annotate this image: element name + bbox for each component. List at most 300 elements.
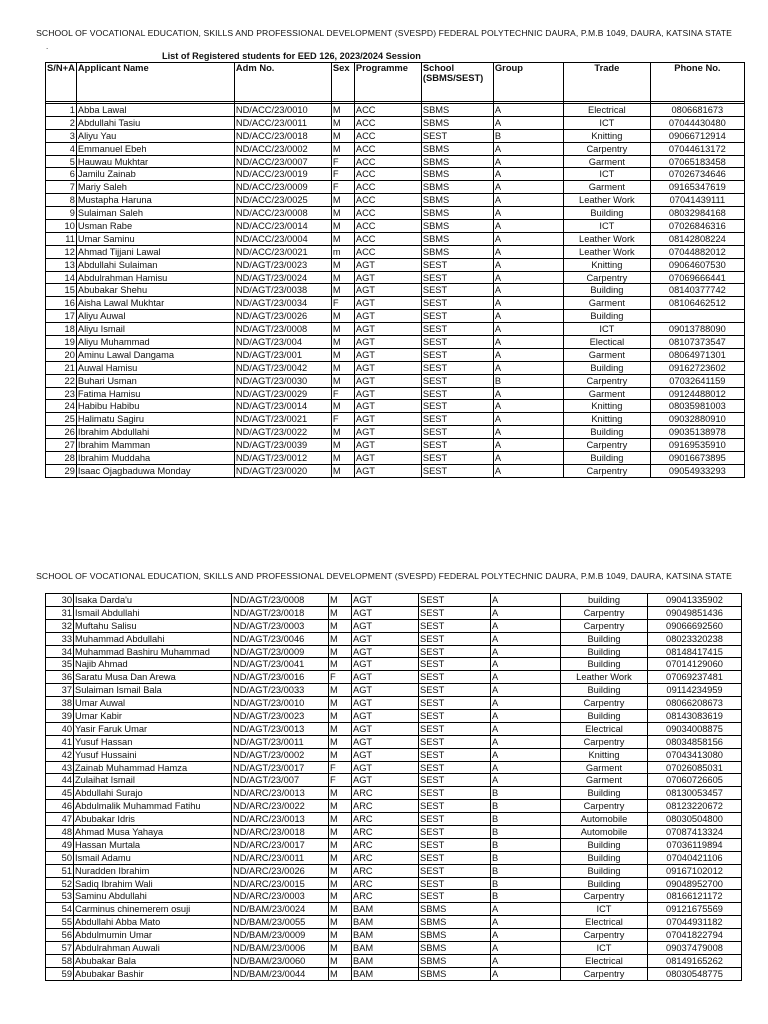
table-cell: AGT (354, 400, 421, 413)
table-cell: A (493, 348, 563, 361)
table-row (46, 258, 745, 271)
table-cell: AGT (354, 271, 421, 284)
table-cell: SEST (421, 452, 493, 465)
table-cell: SBMS (419, 929, 491, 942)
table-cell: 09066692560 (648, 619, 742, 632)
table-header-row (46, 63, 745, 102)
table-cell: 08140377742 (650, 284, 744, 297)
table-cell: 30 (46, 594, 74, 607)
table-cell: Building (563, 426, 650, 439)
table-cell: SEST (419, 710, 491, 723)
table-cell: 59 (46, 967, 74, 980)
table-row (46, 426, 745, 439)
table-cell: Abdullahi Abba Mato (74, 916, 232, 929)
table-cell: ACC (354, 220, 421, 233)
table-cell: ND/AGT/23/0022 (234, 426, 331, 439)
table-cell: ND/AGT/23/0018 (232, 606, 329, 619)
table-row (46, 697, 742, 710)
table-cell: AGT (352, 774, 419, 787)
table-cell: Mustapha Haruna (76, 194, 234, 207)
table-cell: 09032880910 (650, 413, 744, 426)
table-cell: M (329, 942, 352, 955)
table-row (46, 710, 742, 723)
table-cell: ARC (352, 800, 419, 813)
table-cell: SBMS (419, 916, 491, 929)
table-cell: Carpentry (561, 967, 648, 980)
table-cell: Zulaihat Ismail (74, 774, 232, 787)
table-cell: M (331, 464, 354, 477)
table-cell: 55 (46, 916, 74, 929)
table-row (46, 813, 742, 826)
table-cell: 07069237481 (648, 671, 742, 684)
institution-header: SCHOOL OF VOCATIONAL EDUCATION, SKILLS AND PROFESSIONAL DEVELOPMENT (SVESPD) FEDERAL POLYTECHNIC DAURA, P.M.B 1049, DAURA, KATSINA STATE (36, 28, 732, 38)
table-cell: 09049851436 (648, 606, 742, 619)
table-cell: AGT (352, 722, 419, 735)
table-row (46, 142, 745, 155)
table-cell: Ibrahim Muddaha (76, 452, 234, 465)
table-cell: SEST (421, 336, 493, 349)
table-cell: M (329, 890, 352, 903)
table-cell: ACC (354, 181, 421, 194)
table-cell: Sulaiman Ismail Bala (74, 684, 232, 697)
table-cell: A (491, 735, 561, 748)
table-cell: SEST (419, 632, 491, 645)
table-row (46, 722, 742, 735)
table-cell: Carpentry (561, 619, 648, 632)
table-cell: 07044430480 (650, 116, 744, 129)
table-cell: M (331, 452, 354, 465)
table-cell: A (493, 323, 563, 336)
table-cell: M (329, 619, 352, 632)
table-cell: Abubakar Shehu (76, 284, 234, 297)
table-cell: Abubakar Bala (74, 954, 232, 967)
table-cell: SEST (421, 323, 493, 336)
table-cell: A (493, 452, 563, 465)
table-cell: F (331, 181, 354, 194)
table-cell: 08106462512 (650, 297, 744, 310)
table-cell: 35 (46, 658, 74, 671)
table-row (46, 800, 742, 813)
table-cell: M (329, 929, 352, 942)
table-cell: B (491, 851, 561, 864)
table-cell: B (491, 838, 561, 851)
table-cell: M (329, 851, 352, 864)
table-cell: AGT (354, 258, 421, 271)
table-cell: AGT (352, 684, 419, 697)
table-cell: Garment (561, 761, 648, 774)
table-cell: 07032641159 (650, 374, 744, 387)
table-cell: ND/ACC/23/0010 (234, 104, 331, 117)
table-cell: Habibu Habibu (76, 400, 234, 413)
table-cell: A (491, 594, 561, 607)
table-cell: Abdulrahman Hamisu (76, 271, 234, 284)
table-row (46, 890, 742, 903)
table-row (46, 787, 742, 800)
table-cell: Yasir Faruk Umar (74, 722, 232, 735)
table-cell: AGT (354, 387, 421, 400)
table-cell: 09114234959 (648, 684, 742, 697)
table-cell: ND/ACC/23/0002 (234, 142, 331, 155)
table-cell: SEST (419, 594, 491, 607)
table-cell: Garment (563, 348, 650, 361)
table-cell: M (331, 194, 354, 207)
table-cell: ND/AGT/23/0030 (234, 374, 331, 387)
table-cell: Carpentry (563, 374, 650, 387)
table-cell: Nuradden Ibrahim (74, 864, 232, 877)
table-cell: B (493, 129, 563, 142)
table-cell: M (331, 400, 354, 413)
table-cell: A (491, 606, 561, 619)
table-cell: Sadiq Ibrahim Wali (74, 877, 232, 890)
table-cell: M (331, 207, 354, 220)
col-header-phone: Phone No. (650, 63, 744, 102)
table-cell: ICT (563, 220, 650, 233)
table-cell: Building (563, 361, 650, 374)
table-cell: SBMS (421, 245, 493, 258)
table-cell: M (329, 864, 352, 877)
table-cell: SEST (419, 722, 491, 735)
table-cell: M (331, 258, 354, 271)
table-cell: AGT (352, 619, 419, 632)
table-cell: Ibrahim Abdullahi (76, 426, 234, 439)
table-cell: Building (561, 787, 648, 800)
table-cell: A (491, 671, 561, 684)
table-cell: Abdullahi Tasiu (76, 116, 234, 129)
table-cell: SEST (421, 310, 493, 323)
table-cell: B (491, 826, 561, 839)
students-table-page-2 (45, 593, 742, 981)
table-cell: Jamilu Zainab (76, 168, 234, 181)
table-cell: Carpentry (561, 735, 648, 748)
table-cell: 07044882012 (650, 245, 744, 258)
table-cell: 44 (46, 774, 74, 787)
table-row (46, 606, 742, 619)
table-cell: A (493, 220, 563, 233)
table-cell: 08149165262 (648, 954, 742, 967)
table-cell: ARC (352, 851, 419, 864)
table-cell: A (493, 271, 563, 284)
table-cell: Abdulmalik Muhammad Fatihu (74, 800, 232, 813)
table-cell: 07065183458 (650, 155, 744, 168)
table-cell: ND/AGT/23/0021 (234, 413, 331, 426)
table-cell: M (329, 877, 352, 890)
table-cell: M (331, 361, 354, 374)
table-cell: ND/ARC/23/0022 (232, 800, 329, 813)
table-cell: SEST (421, 439, 493, 452)
table-cell: Isaac Ojagbaduwa Monday (76, 464, 234, 477)
table-cell: Halimatu Sagiru (76, 413, 234, 426)
table-cell: 07044613172 (650, 142, 744, 155)
table-cell: B (491, 813, 561, 826)
table-cell: Emmanuel Ebeh (76, 142, 234, 155)
table-cell: ND/ARC/23/0015 (232, 877, 329, 890)
table-cell: ACC (354, 142, 421, 155)
table-cell: Aisha Lawal Mukhtar (76, 297, 234, 310)
table-cell: M (329, 658, 352, 671)
table-cell: Umar Saminu (76, 232, 234, 245)
table-row (46, 774, 742, 787)
table-cell: ND/BAM/23/0060 (232, 954, 329, 967)
table-cell: 09041335902 (648, 594, 742, 607)
table-cell: AGT (354, 426, 421, 439)
table-cell: 08032984168 (650, 207, 744, 220)
table-cell: ND/ARC/23/0011 (232, 851, 329, 864)
table-cell: M (331, 284, 354, 297)
table-cell: 58 (46, 954, 74, 967)
table-cell: M (329, 916, 352, 929)
table-cell: ACC (354, 129, 421, 142)
table-cell: ND/AGT/23/0011 (232, 735, 329, 748)
table-cell: ND/ARC/23/0026 (232, 864, 329, 877)
table-cell: ND/AGT/23/0024 (234, 271, 331, 284)
table-cell: BAM (352, 967, 419, 980)
table-cell: A (493, 207, 563, 220)
table-cell: SEST (421, 258, 493, 271)
table-cell: AGT (354, 361, 421, 374)
table-cell: ICT (563, 116, 650, 129)
table-row (46, 877, 742, 890)
table-cell: SBMS (421, 220, 493, 233)
table-cell: ND/AGT/23/0008 (234, 323, 331, 336)
table-cell: SEST (419, 826, 491, 839)
table-cell: B (491, 787, 561, 800)
table-cell: Knitting (563, 413, 650, 426)
table-cell: M (329, 748, 352, 761)
table-cell: Hauwau Mukhtar (76, 155, 234, 168)
table-row (46, 619, 742, 632)
col-header-programme: Programme (354, 63, 421, 102)
table-cell: 1 (46, 104, 77, 117)
table-cell: Umar Auwal (74, 697, 232, 710)
table-cell: 2 (46, 116, 77, 129)
table-cell: SEST (419, 619, 491, 632)
table-cell: M (331, 271, 354, 284)
table-cell: ND/AGT/23/001 (234, 348, 331, 361)
table-cell: 07026846316 (650, 220, 744, 233)
table-row (46, 245, 745, 258)
table-cell: M (331, 336, 354, 349)
table-cell: 09169535910 (650, 439, 744, 452)
table-cell: SEST (421, 400, 493, 413)
table-cell: F (331, 297, 354, 310)
table-cell: 09013788090 (650, 323, 744, 336)
table-cell: A (491, 684, 561, 697)
table-cell: ACC (354, 155, 421, 168)
table-cell: 22 (46, 374, 77, 387)
table-cell: SEST (419, 800, 491, 813)
table-cell: 07041439111 (650, 194, 744, 207)
table-cell: 8 (46, 194, 77, 207)
table-cell: SEST (419, 606, 491, 619)
table-cell: 10 (46, 220, 77, 233)
table-cell: 16 (46, 297, 77, 310)
col-header-trade: Trade (563, 63, 650, 102)
table-cell: 38 (46, 697, 74, 710)
table-cell: Hassan Murtala (74, 838, 232, 851)
table-cell: Building (563, 284, 650, 297)
table-cell: F (329, 671, 352, 684)
table-cell: A (491, 916, 561, 929)
table-cell: SBMS (421, 116, 493, 129)
table-cell: Aliyu Muhammad (76, 336, 234, 349)
table-cell: Garment (561, 774, 648, 787)
table-cell: M (329, 787, 352, 800)
table-cell: F (331, 413, 354, 426)
table-cell: ND/AGT/23/0009 (232, 645, 329, 658)
table-cell: M (331, 323, 354, 336)
table-cell: 6 (46, 168, 77, 181)
table-cell: M (329, 684, 352, 697)
table-cell: ND/ARC/23/0013 (232, 813, 329, 826)
table-cell: 14 (46, 271, 77, 284)
table-cell: Muhammad Abdullahi (74, 632, 232, 645)
table-row (46, 181, 745, 194)
col-header-school: School (SBMS/SEST) (421, 63, 493, 102)
table-cell: M (329, 645, 352, 658)
table-cell: M (331, 104, 354, 117)
table-cell: A (491, 903, 561, 916)
table-cell: AGT (354, 284, 421, 297)
table-row (46, 323, 745, 336)
table-cell: Building (563, 310, 650, 323)
table-cell: ND/AGT/23/0026 (234, 310, 331, 323)
table-cell: A (491, 929, 561, 942)
table-cell: Carpentry (563, 464, 650, 477)
table-row (46, 439, 745, 452)
table-cell: M (329, 838, 352, 851)
table-cell: ND/BAM/23/0024 (232, 903, 329, 916)
table-cell: Abubakar Bashir (74, 967, 232, 980)
table-cell: ARC (352, 838, 419, 851)
table-cell: ND/AGT/23/0010 (232, 697, 329, 710)
table-cell: SEST (419, 838, 491, 851)
table-cell: SEST (421, 348, 493, 361)
table-cell: SEST (421, 413, 493, 426)
table-cell: BAM (352, 916, 419, 929)
table-cell: 09048952700 (648, 877, 742, 890)
table-cell: 09124488012 (650, 387, 744, 400)
table-cell: M (329, 967, 352, 980)
table-row (46, 851, 742, 864)
table-cell: 41 (46, 735, 74, 748)
table-cell: ND/AGT/23/0038 (234, 284, 331, 297)
table-cell: 08130053457 (648, 787, 742, 800)
table-cell: F (329, 774, 352, 787)
table-cell: 07043413080 (648, 748, 742, 761)
table-cell: SEST (419, 787, 491, 800)
table-cell: ACC (354, 194, 421, 207)
table-cell: A (491, 774, 561, 787)
table-cell: ND/ARC/23/0003 (232, 890, 329, 903)
table-cell: 57 (46, 942, 74, 955)
table-cell: 09162723602 (650, 361, 744, 374)
table-cell: B (493, 374, 563, 387)
table-cell: ACC (354, 104, 421, 117)
table-row (46, 116, 745, 129)
table-cell: M (331, 129, 354, 142)
table-cell: 08023320238 (648, 632, 742, 645)
table-cell: A (493, 464, 563, 477)
table-row (46, 129, 745, 142)
table-cell: Abdullahi Sulaiman (76, 258, 234, 271)
table-cell: Leather Work (563, 232, 650, 245)
table-row (46, 954, 742, 967)
table-cell: 07040421106 (648, 851, 742, 864)
table-cell: Carpentry (561, 606, 648, 619)
table-cell: Yusuf Hussaini (74, 748, 232, 761)
table-cell: SEST (421, 374, 493, 387)
table-cell: 09054933293 (650, 464, 744, 477)
table-cell: ND/AGT/23/0041 (232, 658, 329, 671)
table-cell: 7 (46, 181, 77, 194)
table-cell: Garment (563, 181, 650, 194)
table-cell: SBMS (421, 181, 493, 194)
table-cell: ACC (354, 116, 421, 129)
table-cell: A (493, 245, 563, 258)
table-cell: AGT (352, 748, 419, 761)
table-cell: 33 (46, 632, 74, 645)
table-cell: 4 (46, 142, 77, 155)
table-cell: SBMS (419, 967, 491, 980)
table-cell: 42 (46, 748, 74, 761)
table-cell: AGT (354, 413, 421, 426)
table-cell: 37 (46, 684, 74, 697)
table-cell: 08107373547 (650, 336, 744, 349)
table-cell: SEST (419, 735, 491, 748)
table-cell: ARC (352, 813, 419, 826)
table-cell: M (329, 710, 352, 723)
col-header-sex: Sex (331, 63, 354, 102)
table-row (46, 864, 742, 877)
table-cell: ARC (352, 864, 419, 877)
table-cell: AGT (352, 735, 419, 748)
table-cell: 27 (46, 439, 77, 452)
table-cell: AGT (354, 336, 421, 349)
table-cell: A (493, 400, 563, 413)
table-cell: Electrical (561, 722, 648, 735)
table-cell: A (491, 619, 561, 632)
table-cell: 07026085031 (648, 761, 742, 774)
table-cell: Garment (563, 155, 650, 168)
table-cell: M (329, 813, 352, 826)
table-cell: SEST (419, 671, 491, 684)
table-cell: 08166121172 (648, 890, 742, 903)
table-cell (650, 310, 744, 323)
table-cell: A (493, 116, 563, 129)
table-cell: AGT (352, 697, 419, 710)
table-row (46, 452, 745, 465)
table-cell: SEST (419, 890, 491, 903)
students-table-page-1 (45, 62, 745, 478)
table-cell: SEST (421, 464, 493, 477)
table-cell: Mariy Saleh (76, 181, 234, 194)
table-cell: 25 (46, 413, 77, 426)
table-cell: SBMS (419, 942, 491, 955)
table-cell: SBMS (421, 142, 493, 155)
table-cell: AGT (354, 464, 421, 477)
table-cell: M (329, 697, 352, 710)
table-cell: SEST (419, 697, 491, 710)
table-cell: A (493, 413, 563, 426)
table-cell: Abba Lawal (76, 104, 234, 117)
table-cell: SEST (419, 684, 491, 697)
institution-header-page-2: SCHOOL OF VOCATIONAL EDUCATION, SKILLS AND PROFESSIONAL DEVELOPMENT (SVESPD) FEDERAL POLYTECHNIC DAURA, P.M.B 1049, DAURA, KATSINA STATE (36, 571, 732, 581)
table-cell: ND/AGT/23/0008 (232, 594, 329, 607)
table-cell: ND/AGT/23/007 (232, 774, 329, 787)
table-cell: SEST (421, 129, 493, 142)
table-cell: ND/ACC/23/0021 (234, 245, 331, 258)
table-row (46, 761, 742, 774)
